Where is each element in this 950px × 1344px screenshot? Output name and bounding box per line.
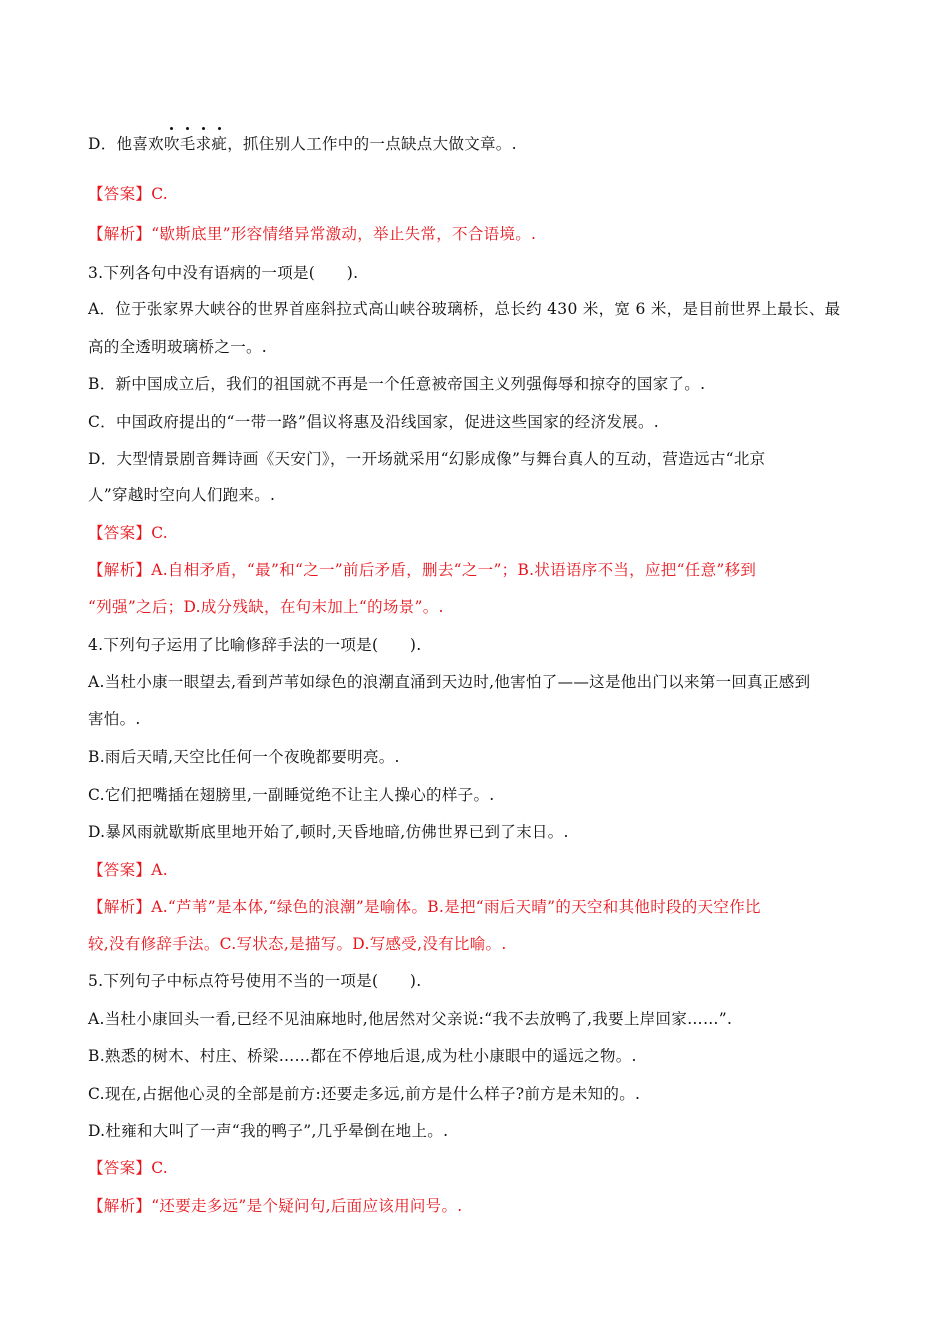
q5-option-c: C.现在,占据他心灵的全部是前方:还要走多远,前方是什么样子?前方是未知的。. [88, 1085, 641, 1103]
q4-stem: 4.下列句子运用了比喻修辞手法的一项是( ). [88, 636, 422, 654]
q3-option-a-line1: A．位于张家界大峡谷的世界首座斜拉式高山峡谷玻璃桥，总长约 430 米，宽 6 米，是目前世界上最长、最 [88, 300, 841, 318]
q3-option-b: B．新中国成立后，我们的祖国就不再是一个任意被帝国主义列强侮辱和掠夺的国家了。. [88, 375, 706, 393]
q5-answer: 【答案】C. [88, 1159, 169, 1177]
q3-option-d-line1: D．大型情景剧音舞诗画《天安门》，一开场就采用“幻影成像”与舞台真人的互动，营造远古“北京 [88, 450, 766, 468]
q4-option-a-line1: A.当杜小康一眼望去,看到芦苇如绿色的浪潮直涌到天边时,他害怕了——这是他出门以来第一回真正感到 [88, 673, 811, 691]
q3-option-c: C．中国政府提出的“一带一路”倡议将惠及沿线国家，促进这些国家的经济发展。. [88, 413, 660, 431]
q4-option-b: B.雨后天晴,天空比任何一个夜晚都要明亮。. [88, 748, 400, 766]
q3-stem: 3.下列各句中没有语病的一项是( ). [88, 264, 359, 282]
q3-option-a-line2: 高的全透明玻璃桥之一。. [88, 338, 268, 356]
q3-answer: 【答案】C. [88, 524, 169, 542]
q5-option-a: A.当杜小康回头一看,已经不见油麻地时,他居然对父亲说:“我不去放鸭了,我要上岸回家……”. [88, 1010, 733, 1028]
q2-analysis: 【解析】“歇斯底里”形容情绪异常激动，举止失常，不合语境。. [88, 225, 537, 243]
q2-option-d [88, 133, 868, 155]
emphasis-char: 疵 [211, 135, 228, 153]
q5-option-b: B.熟悉的树木、村庄、桥梁……都在不停地后退,成为杜小康眼中的遥远之物。. [88, 1047, 637, 1065]
q4-option-d: D.暴风雨就歇斯底里地开始了,顿时,天昏地暗,仿佛世界已到了末日。. [88, 823, 569, 841]
q2-option-d-prefix: D．他喜欢 [88, 135, 164, 153]
q4-option-c: C.它们把嘴插在翅膀里,一副睡觉绝不让主人操心的样子。. [88, 786, 495, 804]
q5-analysis: 【解析】“还要走多远”是个疑问句,后面应该用问号。. [88, 1197, 463, 1215]
q3-analysis-line2: “列强”之后；D.成分残缺，在句末加上“的场景”。. [88, 598, 444, 616]
q2-answer: 【答案】C. [88, 185, 169, 203]
emphasis-char: 求 [195, 135, 212, 153]
q5-option-d: D.杜雍和大叫了一声“我的鸭子”,几乎晕倒在地上。. [88, 1122, 449, 1140]
emphasis-char: 毛 [179, 135, 196, 153]
q4-analysis-line2: 较,没有修辞手法。C.写状态,是描写。D.写感受,没有比喻。. [88, 935, 507, 953]
q4-option-a-line2: 害怕。. [88, 710, 141, 728]
emphasis-char: 吹 [163, 135, 180, 153]
q3-option-d-line2: 人”穿越时空向人们跑来。. [88, 486, 276, 504]
q2-option-d-suffix: ，抓住别人工作中的一点缺点大做文章。. [227, 135, 517, 153]
q5-stem: 5.下列句子中标点符号使用不当的一项是( ). [88, 972, 422, 990]
q4-answer: 【答案】A. [88, 861, 168, 879]
q4-analysis-line1: 【解析】A.“芦苇”是本体,“绿色的浪潮”是喻体。B.是把“雨后天晴”的天空和其他时段的天空作比 [88, 898, 761, 916]
q3-analysis-line1: 【解析】A.自相矛盾，“最”和“之一”前后矛盾，删去“之一”；B.状语语序不当，应把“任意”移到 [88, 561, 757, 579]
